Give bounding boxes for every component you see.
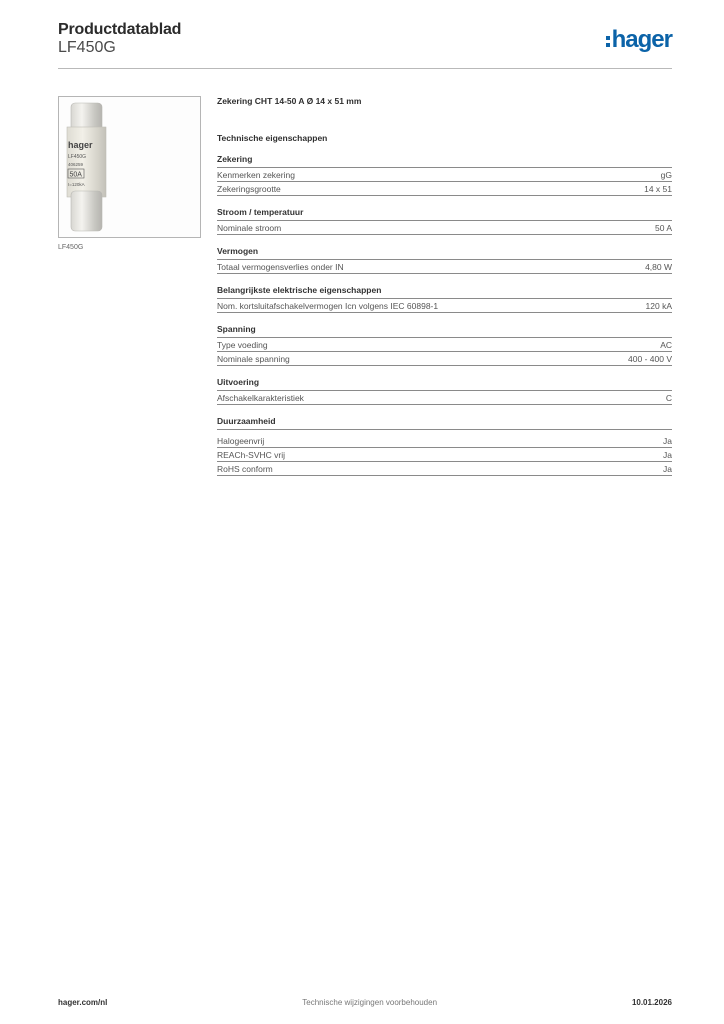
spec-value: Ja bbox=[663, 436, 672, 446]
spec-value: Ja bbox=[663, 450, 672, 460]
fuse-print-rating: 50A bbox=[69, 171, 82, 179]
footer-notice: Technische wijzigingen voorbehouden bbox=[302, 998, 438, 1007]
spec-value: 400 - 400 V bbox=[628, 354, 672, 364]
section-title: Spanning bbox=[217, 324, 672, 338]
spec-label: Afschakelkarakteristiek bbox=[217, 393, 304, 403]
spec-row bbox=[217, 448, 672, 462]
spec-label: Nominale stroom bbox=[217, 223, 282, 233]
spec-value: gG bbox=[660, 170, 672, 180]
spec-value: C bbox=[665, 393, 672, 403]
spec-label: Halogeenvrij bbox=[217, 436, 265, 446]
section-uitvoering bbox=[217, 377, 672, 405]
section-title: Uitvoering bbox=[217, 377, 672, 391]
product-description: Zekering CHT 14-50 A Ø 14 x 51 mm bbox=[217, 96, 362, 106]
spec-value: 14 x 51 bbox=[644, 184, 672, 194]
logo-text: hager bbox=[611, 26, 672, 53]
spec-label: Nom. kortsluitafschakelvermogen Icn volgens IEC 60898-1 bbox=[217, 301, 439, 311]
document-title: Productdatablad bbox=[58, 21, 182, 38]
spec-row bbox=[217, 462, 672, 476]
spec-row bbox=[217, 352, 672, 366]
section-title: Duurzaamheid bbox=[217, 416, 672, 430]
spec-label: REACh-SVHC vrij bbox=[217, 450, 286, 460]
spec-value: 50 A bbox=[654, 223, 672, 233]
spec-label: Zekeringsgrootte bbox=[217, 184, 281, 194]
section-elektrische-eigenschappen bbox=[217, 285, 672, 313]
image-caption: LF450G bbox=[58, 244, 84, 251]
fuse-print-spec: I=120kA bbox=[68, 182, 85, 187]
product-image bbox=[58, 96, 201, 238]
spec-label: Nominale spanning bbox=[217, 354, 290, 364]
footer-date: 10.01.2026 bbox=[631, 998, 672, 1007]
spec-row bbox=[217, 182, 672, 196]
spec-label: Type voeding bbox=[217, 340, 268, 350]
technical-properties-heading: Technische eigenschappen bbox=[217, 133, 328, 143]
spec-value: 120 kA bbox=[645, 301, 672, 311]
product-code: LF450G bbox=[58, 39, 116, 56]
spec-value: Ja bbox=[663, 464, 672, 474]
spec-value: AC bbox=[660, 340, 672, 350]
footer-website-link[interactable]: hager.com/nl bbox=[58, 998, 108, 1007]
spec-row bbox=[217, 391, 672, 405]
spec-label: Totaal vermogensverlies onder IN bbox=[217, 262, 344, 272]
section-title: Vermogen bbox=[217, 246, 672, 260]
section-title: Stroom / temperatuur bbox=[217, 207, 672, 221]
fuse-print-brand: hager bbox=[68, 140, 93, 150]
section-title: Zekering bbox=[217, 154, 672, 168]
footer bbox=[58, 998, 672, 1007]
spec-value: 4,80 W bbox=[645, 262, 672, 272]
logo-dots bbox=[606, 36, 610, 47]
spec-row bbox=[217, 338, 672, 352]
spec-row bbox=[217, 299, 672, 313]
section-spanning bbox=[217, 324, 672, 366]
section-duurzaamheid bbox=[217, 416, 672, 476]
spec-label: RoHS conform bbox=[217, 464, 273, 474]
section-vermogen bbox=[217, 246, 672, 274]
fuse-print-model: LF450G bbox=[68, 154, 87, 160]
spec-row bbox=[217, 168, 672, 182]
section-stroom-temperatuur bbox=[217, 207, 672, 235]
spec-row bbox=[217, 260, 672, 274]
section-zekering bbox=[217, 154, 672, 196]
section-title: Belangrijkste elektrische eigenschappen bbox=[217, 285, 672, 299]
hager-logo bbox=[606, 28, 672, 52]
spec-label: Kenmerken zekering bbox=[217, 170, 295, 180]
fuse-print-code: 406259 bbox=[68, 162, 84, 167]
spec-row bbox=[217, 434, 672, 448]
spec-row bbox=[217, 221, 672, 235]
spec-content bbox=[217, 96, 672, 487]
header-divider bbox=[58, 68, 672, 69]
fuse-cartridge-image bbox=[59, 97, 200, 237]
